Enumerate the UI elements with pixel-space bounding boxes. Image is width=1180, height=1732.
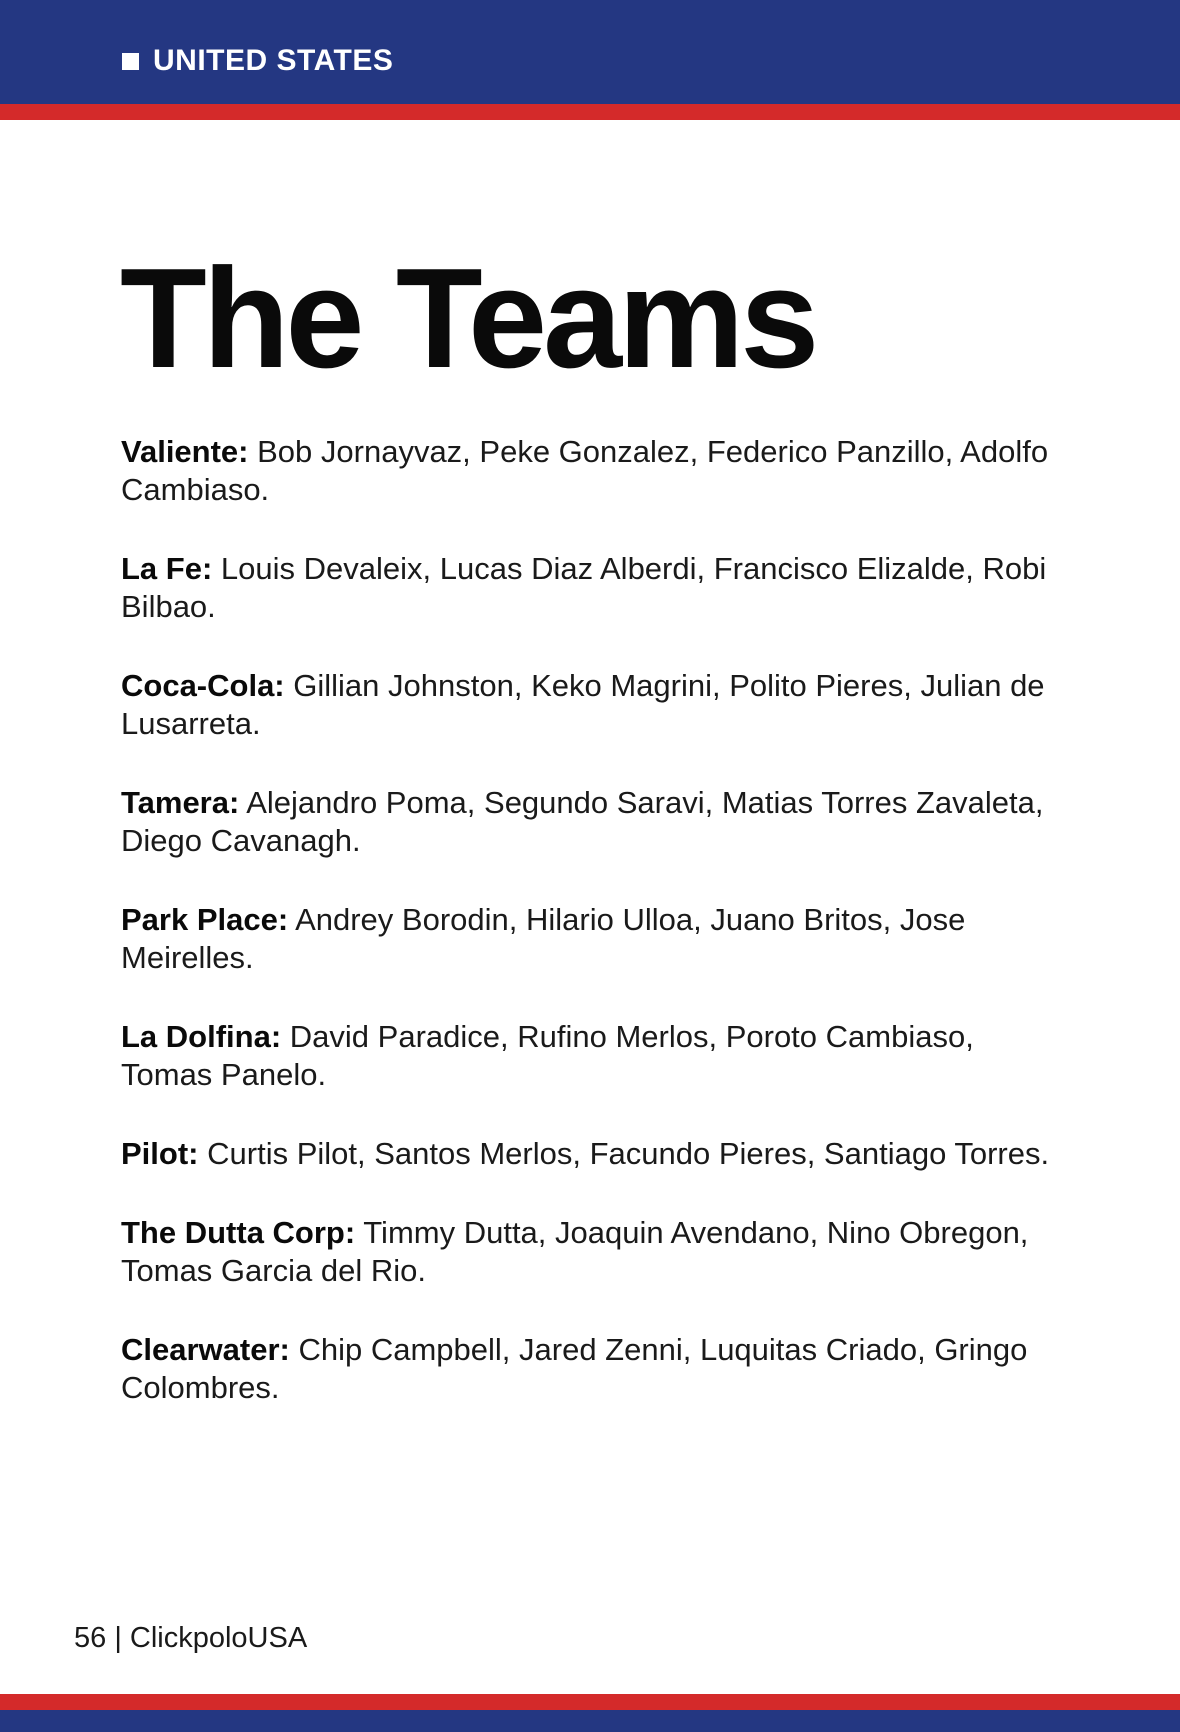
team-name: Clearwater:: [121, 1332, 290, 1367]
team-name: Coca-Cola:: [121, 668, 285, 703]
header-stripe: [0, 104, 1180, 120]
team-name: The Dutta Corp:: [121, 1215, 356, 1250]
team-name: La Fe:: [121, 551, 213, 586]
team-players: Gillian Johnston, Keko Magrini, Polito Pieres, Julian de Lusarreta.: [121, 668, 1045, 741]
footer-band: [0, 1710, 1180, 1732]
team-entry: [121, 1331, 1061, 1407]
team-name: Park Place:: [121, 902, 289, 937]
teams-list: [121, 433, 1061, 1448]
team-name: La Dolfina:: [121, 1019, 282, 1054]
team-players: David Paradice, Rufino Merlos, Poroto Cambiaso, Tomas Panelo.: [121, 1019, 974, 1092]
page-title: The Teams: [120, 239, 816, 398]
team-entry: [121, 784, 1061, 860]
team-entry: [121, 1214, 1061, 1290]
team-entry: [121, 550, 1061, 626]
team-entry: [121, 1018, 1061, 1094]
team-entry: [121, 901, 1061, 977]
section-header: [122, 46, 393, 76]
team-players: Chip Campbell, Jared Zenni, Luquitas Criado, Gringo Colombres.: [121, 1332, 1028, 1405]
section-label: UNITED STATES: [153, 44, 394, 77]
team-players: Louis Devaleix, Lucas Diaz Alberdi, Francisco Elizalde, Robi Bilbao.: [121, 551, 1047, 624]
team-players: Curtis Pilot, Santos Merlos, Facundo Pieres, Santiago Torres.: [207, 1136, 1050, 1171]
team-name: Valiente:: [121, 434, 249, 469]
team-entry: [121, 667, 1061, 743]
team-entry: [121, 433, 1061, 509]
team-entry: [121, 1135, 1061, 1173]
team-players: Andrey Borodin, Hilario Ulloa, Juano Britos, Jose Meirelles.: [121, 902, 966, 975]
team-players: Bob Jornayvaz, Peke Gonzalez, Federico Panzillo, Adolfo Cambiaso.: [121, 434, 1049, 507]
team-players: Timmy Dutta, Joaquin Avendano, Nino Obregon, Tomas Garcia del Rio.: [121, 1215, 1029, 1288]
square-bullet-icon: [122, 53, 139, 70]
team-name: Tamera:: [121, 785, 240, 820]
page-footer: 56 | ClickpoloUSA: [74, 1622, 308, 1654]
team-players: Alejandro Poma, Segundo Saravi, Matias Torres Zavaleta, Diego Cavanagh.: [121, 785, 1044, 858]
footer-stripe: [0, 1694, 1180, 1710]
team-name: Pilot:: [121, 1136, 199, 1171]
